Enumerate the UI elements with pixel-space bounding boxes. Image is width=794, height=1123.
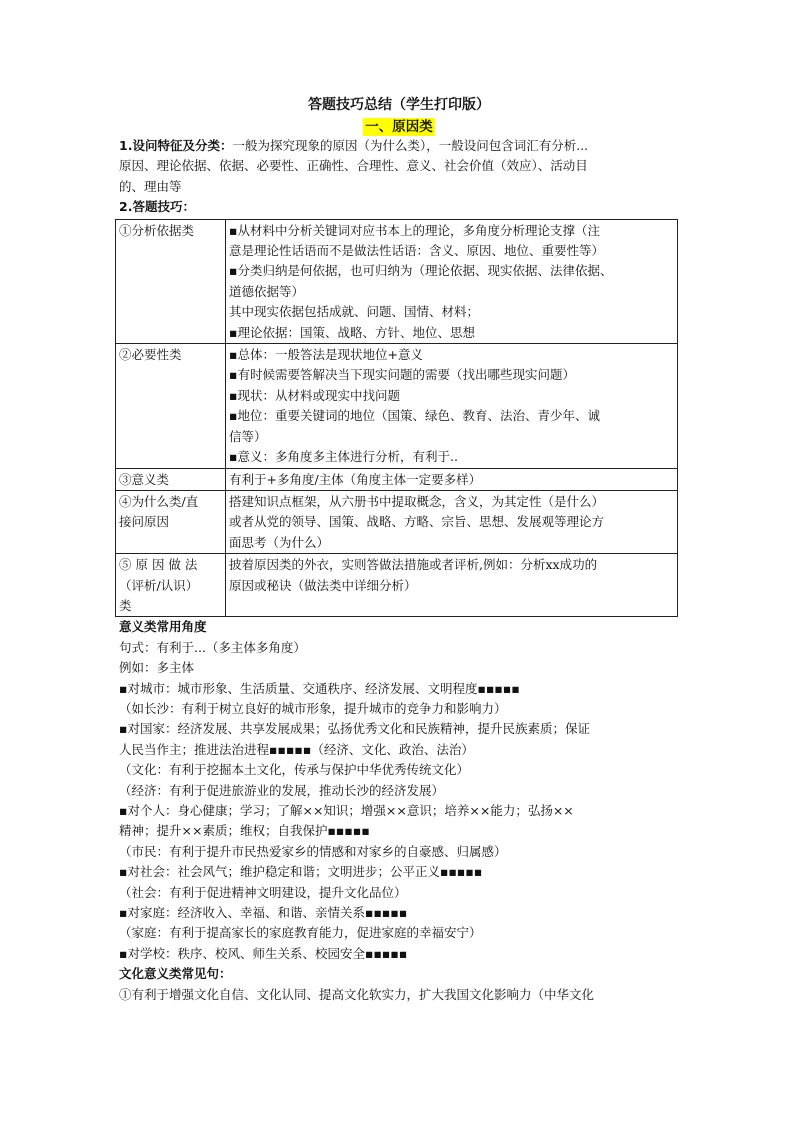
section-1-text: 的、理由等: [119, 178, 182, 194]
meaning-line: 人民当作主；推进法治进程▪▪▪▪▪（经济、文化、政治、法治）: [119, 741, 474, 757]
meaning-line: （经济：有利于促进旅游业的发展，推动长沙的经济发展）: [119, 782, 445, 798]
section-2-heading: 答题技巧：: [132, 199, 195, 215]
meaning-line: ▪对国家：经济发展、共享发展成果；弘扬优秀文化和民族精神，提升民族素质；保证: [119, 721, 590, 737]
meaning-heading: 意义类常用角度: [119, 619, 207, 635]
table-row: [116, 554, 678, 617]
section-2-number: 2.: [119, 199, 133, 215]
row-content: 有利于+多角度/主体（角度主体一定要多样）: [226, 468, 678, 490]
culture-line: ①有利于增强文化自信、文化认同、提高文化软实力，扩大我国文化影响力（中华文化: [119, 986, 595, 1002]
meaning-line: ▪对城市：城市形象、生活质量、交通秩序、经济发展、文明程度▪▪▪▪▪: [119, 680, 520, 696]
meaning-line: （如长沙：有利于树立良好的城市形象，提升城市的竞争力和影响力）: [119, 700, 507, 716]
table-row: [116, 344, 678, 468]
culture-heading: 文化意义类常见句：: [119, 966, 232, 982]
section-1-heading: 设问特征及分类：: [132, 138, 233, 153]
page-title: 答题技巧总结（学生打印版）: [308, 97, 490, 113]
table-row: [116, 219, 678, 343]
section-1-text: 一般为探究现象的原因（为什么类），一般设问包含词汇有分析...: [232, 138, 589, 153]
row-label: ②必要性类: [116, 344, 226, 468]
meaning-line: 句式：有利于...（多主体多角度）: [119, 639, 306, 655]
table-row: [116, 468, 678, 490]
row-label: ①分析依据类: [116, 219, 226, 343]
meaning-line: 例如：多主体: [119, 660, 195, 676]
row-label: ④为什么类/直 接问原因: [116, 490, 226, 553]
row-content: ▪从材料中分析关键词对应书本上的理论，多角度分析理论支撑（注 意是理论性话语而不是做法性话语：含义、原因、地位、重要性等） ▪分类归纳是何依据，也可归纳为（理论依据、现实依据、法律依据、 道德依据等） 其中现实依据包括成就、问题、国情、材料； ▪理论依据：国策、战略、方针、地位、思想: [226, 219, 678, 343]
table-row: [116, 490, 678, 553]
row-content: 披着原因类的外衣，实则答做法措施或者评析,例如：分析xx成功的 原因或秘诀（做法类中详细分析）: [226, 554, 678, 617]
row-content: 搭建知识点框架，从六册书中提取概念，含义，为其定性（是什么） 或者从党的领导、国策、战略、方略、宗旨、思想、发展观等理论方 面思考（为什么）: [226, 490, 678, 553]
row-label: ⑤ 原 因 做 法 （评析/认识） 类: [116, 554, 226, 617]
document-page: [119, 96, 679, 1005]
technique-table: [115, 219, 678, 618]
section-2: [119, 197, 679, 217]
meaning-line: （家庭：有利于提高家长的家庭教育能力，促进家庭的幸福安宁）: [119, 925, 482, 941]
section-1-text: 原因、理论依据、依据、必要性、正确性、合理性、意义、社会价值（效应）、活动目: [119, 158, 588, 174]
row-label: ③意义类: [116, 468, 226, 490]
meaning-line: ▪对个人：身心健康；学习；了解××知识；增强××意识；培养××能力；弘扬××: [119, 803, 574, 818]
section-heading-highlighted: 一、原因类: [365, 119, 433, 135]
meaning-list: [119, 638, 679, 965]
meaning-line: ▪对社会：社会风气；维护稳定和谐；文明进步；公平正义▪▪▪▪▪: [119, 864, 483, 880]
section-1: [119, 136, 679, 197]
meaning-line: ▪对学校：秩序、校风、师生关系、校园安全▪▪▪▪▪: [119, 945, 408, 961]
row-content: ▪总体：一般答法是现状地位+意义 ▪有时候需要答解决当下现实问题的需要（找出哪些现实问题） ▪现状：从材料或现实中找问题 ▪地位：重要关键词的地位（国策、绿色、教育、法治、青少年、诚 信等） ▪意义：多角度多主体进行分析，有利于..: [226, 344, 678, 468]
section-1-number: 1.: [119, 138, 133, 153]
meaning-line: （市民：有利于提升市民热爱家乡的情感和对家乡的自豪感、归属感）: [119, 843, 507, 859]
meaning-line: 精神；提升××素质；维权；自我保护▪▪▪▪▪: [119, 823, 370, 839]
meaning-line: （社会：有利于促进精神文明建设，提升文化品位）: [119, 884, 407, 900]
meaning-line: ▪对家庭：经济收入、幸福、和谐、亲情关系▪▪▪▪▪: [119, 905, 408, 921]
meaning-line: （文化：有利于挖掘本土文化，传承与保护中华优秀传统文化）: [119, 762, 470, 778]
